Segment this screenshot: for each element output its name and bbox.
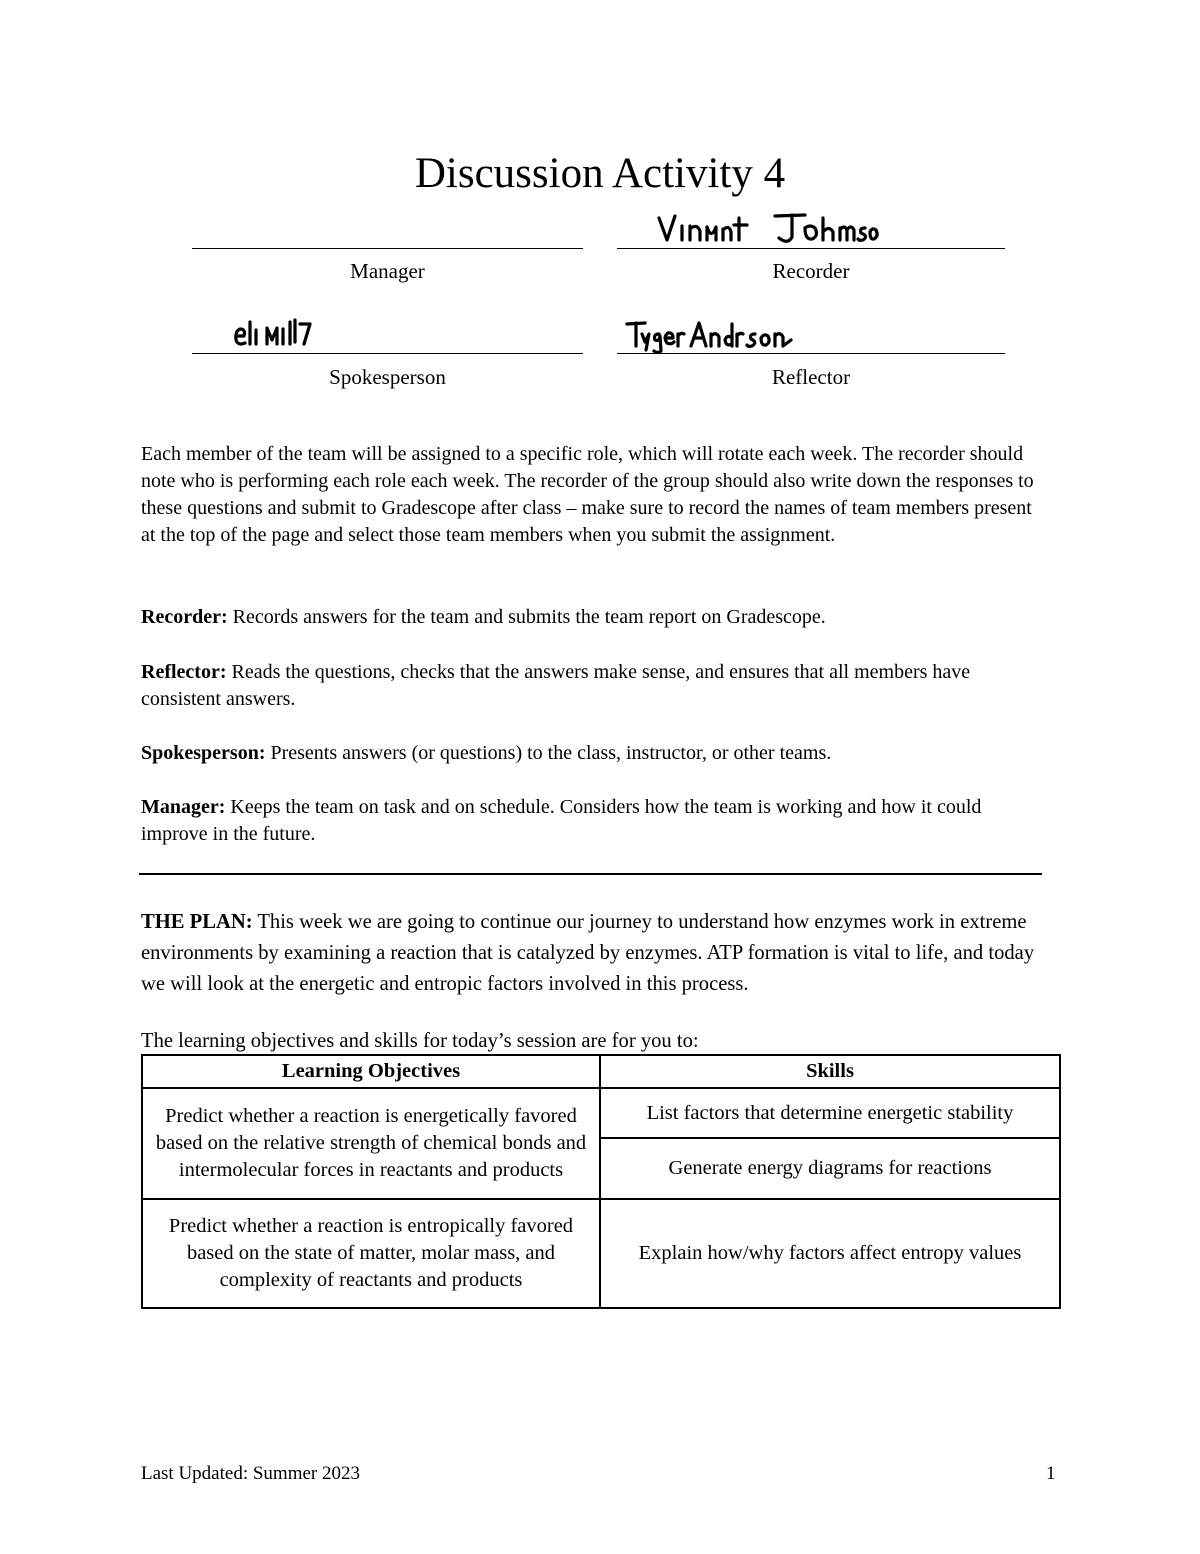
reflector-signature-line xyxy=(617,353,1005,354)
skill-cell: List factors that determine energetic stability xyxy=(600,1088,1060,1138)
document-title: Discussion Activity 4 xyxy=(414,150,786,197)
role-term: Recorder: xyxy=(141,606,228,628)
intro-paragraph: Each member of the team will be assigned to a specific role, which will rotate each week. The recorder should note who is performing each role each week. The recorder of the group should also write down the responses to these questions and submit to Gradescope after class – make sure to record the names of team members present at the top of the page and select those team members when you submit the assignment. xyxy=(141,443,1034,546)
recorder-label: Recorder xyxy=(772,259,850,283)
role-term: Manager: xyxy=(141,796,226,818)
role-text: Keeps the team on task and on schedule. Considers how the team is working and how it could improve in the future. xyxy=(141,796,982,845)
reflector-label: Reflector xyxy=(771,365,851,389)
plan-text: This week we are going to continue our journey to understand how enzymes work in extreme environments by examining a reaction that is catalyzed by enzymes. ATP formation is vital to life, and today we will look at the energetic and entropic factors involved in this process. xyxy=(141,911,1035,995)
table-row xyxy=(142,1088,1060,1138)
plan-paragraph xyxy=(141,907,1051,1000)
manager-signature-line xyxy=(192,248,583,249)
skill-cell: Explain how/why factors affect entropy values xyxy=(600,1199,1060,1308)
manager-description xyxy=(141,794,1046,848)
objective-cell: Predict whether a reaction is entropically favored based on the state of matter, molar mass, and complexity of reactants and products xyxy=(142,1199,600,1308)
spokesperson-signature xyxy=(232,314,314,354)
role-term: Reflector: xyxy=(141,661,227,683)
manager-label: Manager xyxy=(350,259,425,283)
recorder-description xyxy=(141,604,1046,631)
table-header-row xyxy=(142,1055,1060,1088)
reflector-description xyxy=(141,659,1046,713)
role-term: Spokesperson: xyxy=(141,742,266,764)
recorder-signature xyxy=(655,210,880,250)
role-text: Reads the questions, checks that the answers make sense, and ensures that all members have consistent answers. xyxy=(141,661,971,710)
plan-term: THE PLAN: xyxy=(141,911,253,933)
recorder-signature-line xyxy=(617,248,1005,249)
role-text: Presents answers (or questions) to the class, instructor, or other teams. xyxy=(265,742,832,764)
spokesperson-signature-line xyxy=(192,353,583,354)
reflector-signature xyxy=(625,316,795,356)
objectives-table xyxy=(141,1054,1061,1309)
skill-cell: Generate energy diagrams for reactions xyxy=(600,1138,1060,1199)
header-skills: Skills xyxy=(600,1055,1060,1088)
footer-page-number: 1 xyxy=(1046,1463,1056,1484)
objectives-intro: The learning objectives and skills for today’s session are for you to: xyxy=(141,1030,699,1052)
section-divider xyxy=(139,873,1042,875)
spokesperson-description xyxy=(141,740,1046,767)
objective-cell: Predict whether a reaction is energetically favored based on the relative strength of chemical bonds and intermolecular forces in reactants and products xyxy=(142,1088,600,1199)
spokesperson-label: Spokesperson xyxy=(329,365,446,389)
header-learning-objectives: Learning Objectives xyxy=(142,1055,600,1088)
table-row xyxy=(142,1199,1060,1308)
footer-last-updated: Last Updated: Summer 2023 xyxy=(141,1463,360,1484)
role-text: Records answers for the team and submits the team report on Gradescope. xyxy=(227,606,826,628)
